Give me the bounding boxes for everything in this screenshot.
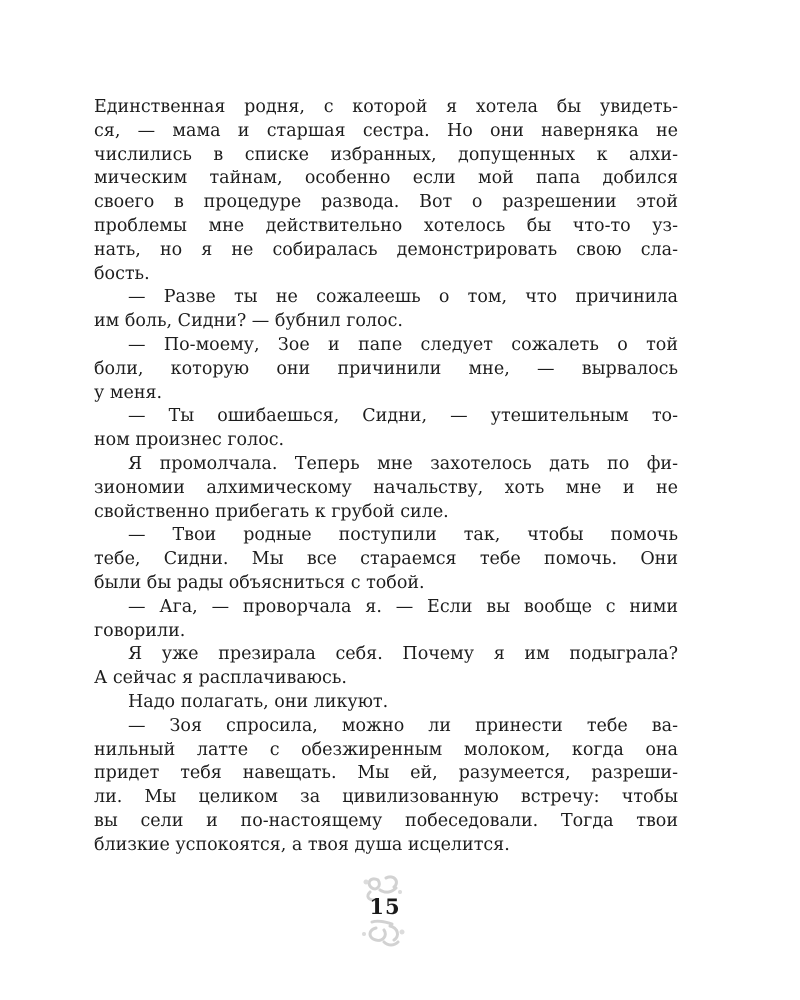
text-line: тебе, Сидни. Мы все стараемся тебе помочь. Они [94,549,678,570]
body-text [94,96,678,858]
text-line: — Разве ты не сожалеешь о том, что причинила [128,287,678,308]
page-footer [340,870,430,950]
text-line: Надо полагать, они ликуют. [128,691,389,712]
text-line: Я уже презирала себя. Почему я им подыграла? [128,644,678,665]
text-line: им боль, Сидни? — бубнил голос. [94,311,403,332]
text-line: придет тебя навещать. Мы ей, разумеется, разреши- [94,763,678,784]
text-line: нильный латте с обезжиренным молоком, когда она [94,739,678,760]
text-line: ном произнес голос. [94,430,285,451]
text-line: — По-моему, Зое и папе следует сожалеть о той [128,334,678,355]
text-line: мическим тайнам, особенно если мой папа добился [94,168,678,189]
text-line: ся, — мама и старшая сестра. Но они наверняка не [94,120,678,141]
text-line: Единственная родня, с которой я хотела бы увидеть- [94,97,678,117]
text-line: своего в процедуре развода. Вот о разрешении этой [94,192,678,213]
text-line: зиономии алхимическому начальству, хоть мне и не [94,477,678,498]
text-line: вы сели и по-настоящему побеседовали. Тогда твои [94,810,678,831]
text-line: говорили. [94,620,186,641]
text-line: боли, которую они причинили мне, — вырвалось [94,358,678,379]
text-line: — Ага, — проворчала я. — Если вы вообще с ними [128,596,678,617]
text-line: числились в списке избранных, допущенных к алхи- [94,144,678,165]
text-line: близкие успокоятся, а твоя душа исцелится. [94,834,510,855]
page-number: 15 [369,894,401,919]
text-line: А сейчас я расплачиваюсь. [94,668,347,689]
text-line: нать, но я не собиралась демонстрировать свою сла- [94,239,678,260]
text-line: были бы рады объясниться с тобой. [94,572,425,593]
text-line: — Ты ошибаешься, Сидни, — утешительным то- [128,406,678,427]
text-line: бость. [94,263,150,284]
text-line: проблемы мне действительно хотелось бы что-то уз- [94,215,678,236]
text-line: у меня. [94,382,163,403]
text-line: Я промолчала. Теперь мне захотелось дать по фи- [128,453,678,474]
text-line: свойственно прибегать к грубой силе. [94,501,449,522]
text-line: ли. Мы целиком за цивилизованную встречу: чтобы [94,787,678,808]
text-line: — Твои родные поступили так, чтобы помочь [128,525,678,546]
text-line: — Зоя спросила, можно ли принести тебе ва- [128,715,678,736]
